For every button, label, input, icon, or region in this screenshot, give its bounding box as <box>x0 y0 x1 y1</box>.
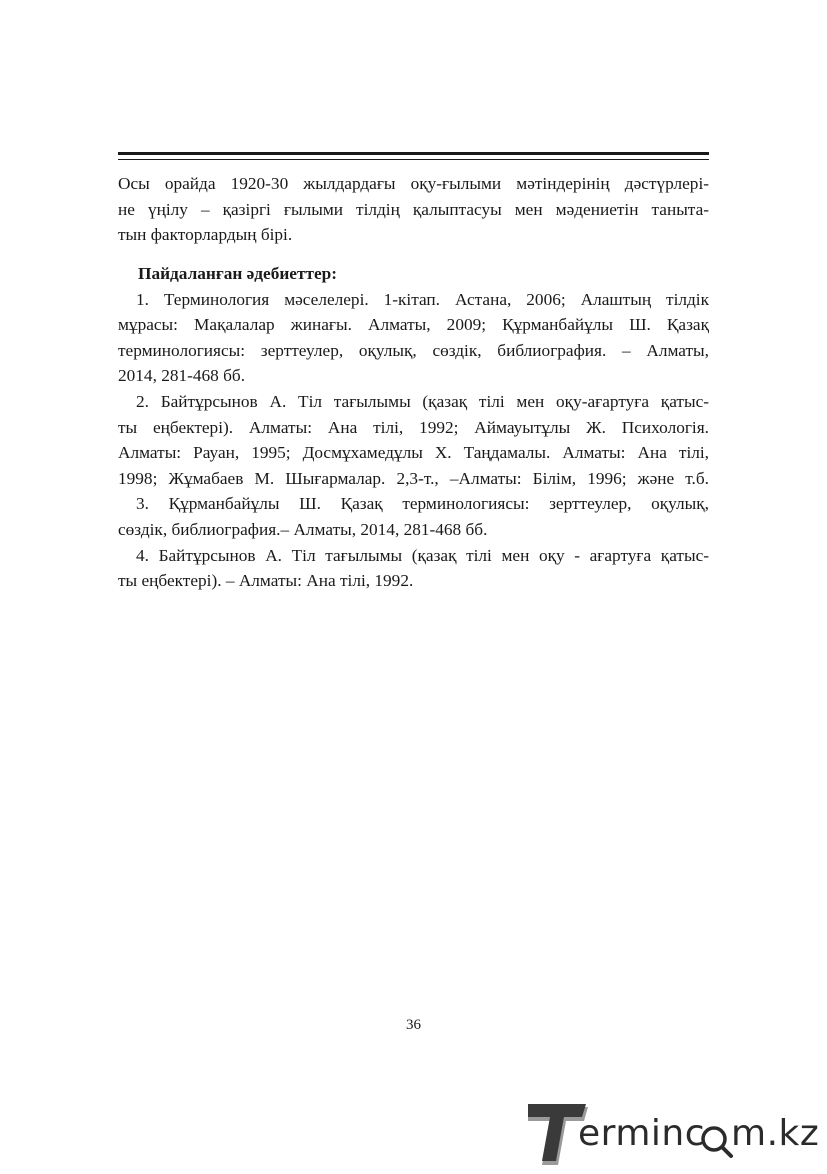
reference-item-3 <box>118 491 709 542</box>
header-rule-thick <box>118 152 709 155</box>
intro-line: тын факторлардың бірі. <box>118 225 293 245</box>
header-rule-thin <box>118 159 709 160</box>
reference-line: сөздік, библиография.– Алматы, 2014, 281-468 бб. <box>118 519 488 539</box>
reference-line: 4. Байтұрсынов А. Тіл тағылымы (қазақ тілі мен оқу - ағартуға қатыс- <box>136 545 709 565</box>
termincom-logo <box>528 1099 818 1169</box>
reference-line: 1. Терминология мәселелері. 1-кітап. Астана, 2006; Алаштың тілдік <box>136 289 709 309</box>
references-heading: Пайдаланған әдебиеттер: <box>138 264 337 283</box>
intro-paragraph <box>118 171 709 248</box>
reference-line: ты еңбектері). Алматы: Ана тілі, 1992; Аймауытұлы Ж. Психологія. <box>118 417 709 437</box>
reference-line: 1998; Жұмабаев М. Шығармалар. 2,3-т., –Алматы: Білім, 1996; және т.б. <box>118 468 709 488</box>
reference-line: 3. Құрманбайұлы Ш. Қазақ терминологиясы: зерттеулер, оқулық, <box>136 494 709 514</box>
reference-item-1 <box>118 287 709 389</box>
intro-line: Осы орайда 1920-30 жылдардағы оқу-ғылыми мәтіндерінің дәстүрлері- <box>118 174 709 193</box>
reference-line: терминологиясы: зерттеулер, оқулық, сөздік, библиография. – Алматы, <box>118 340 709 360</box>
logo-text: erminc m.kz <box>578 1113 820 1154</box>
reference-line: 2. Байтұрсынов А. Тіл тағылымы (қазақ тілі мен оқу-ағартуға қатыс- <box>136 391 709 411</box>
reference-line: Алматы: Рауан, 1995; Досмұхамедұлы Х. Таңдамалы. Алматы: Ана тілі, <box>118 443 709 463</box>
reference-line: мұрасы: Мақалалар жинағы. Алматы, 2009; Құрманбайұлы Ш. Қазақ <box>118 315 709 335</box>
reference-item-4 <box>118 543 709 594</box>
reference-item-2 <box>118 389 709 491</box>
page-number: 36 <box>406 1017 421 1033</box>
reference-line: 2014, 281-468 бб. <box>118 366 246 386</box>
reference-line: ты еңбектері). – Алматы: Ана тілі, 1992. <box>118 571 414 591</box>
intro-line: не үңілу – қазіргі ғылыми тілдің қалыптасуы мен мәдениетін таныта- <box>118 199 709 219</box>
references-section <box>118 261 709 594</box>
